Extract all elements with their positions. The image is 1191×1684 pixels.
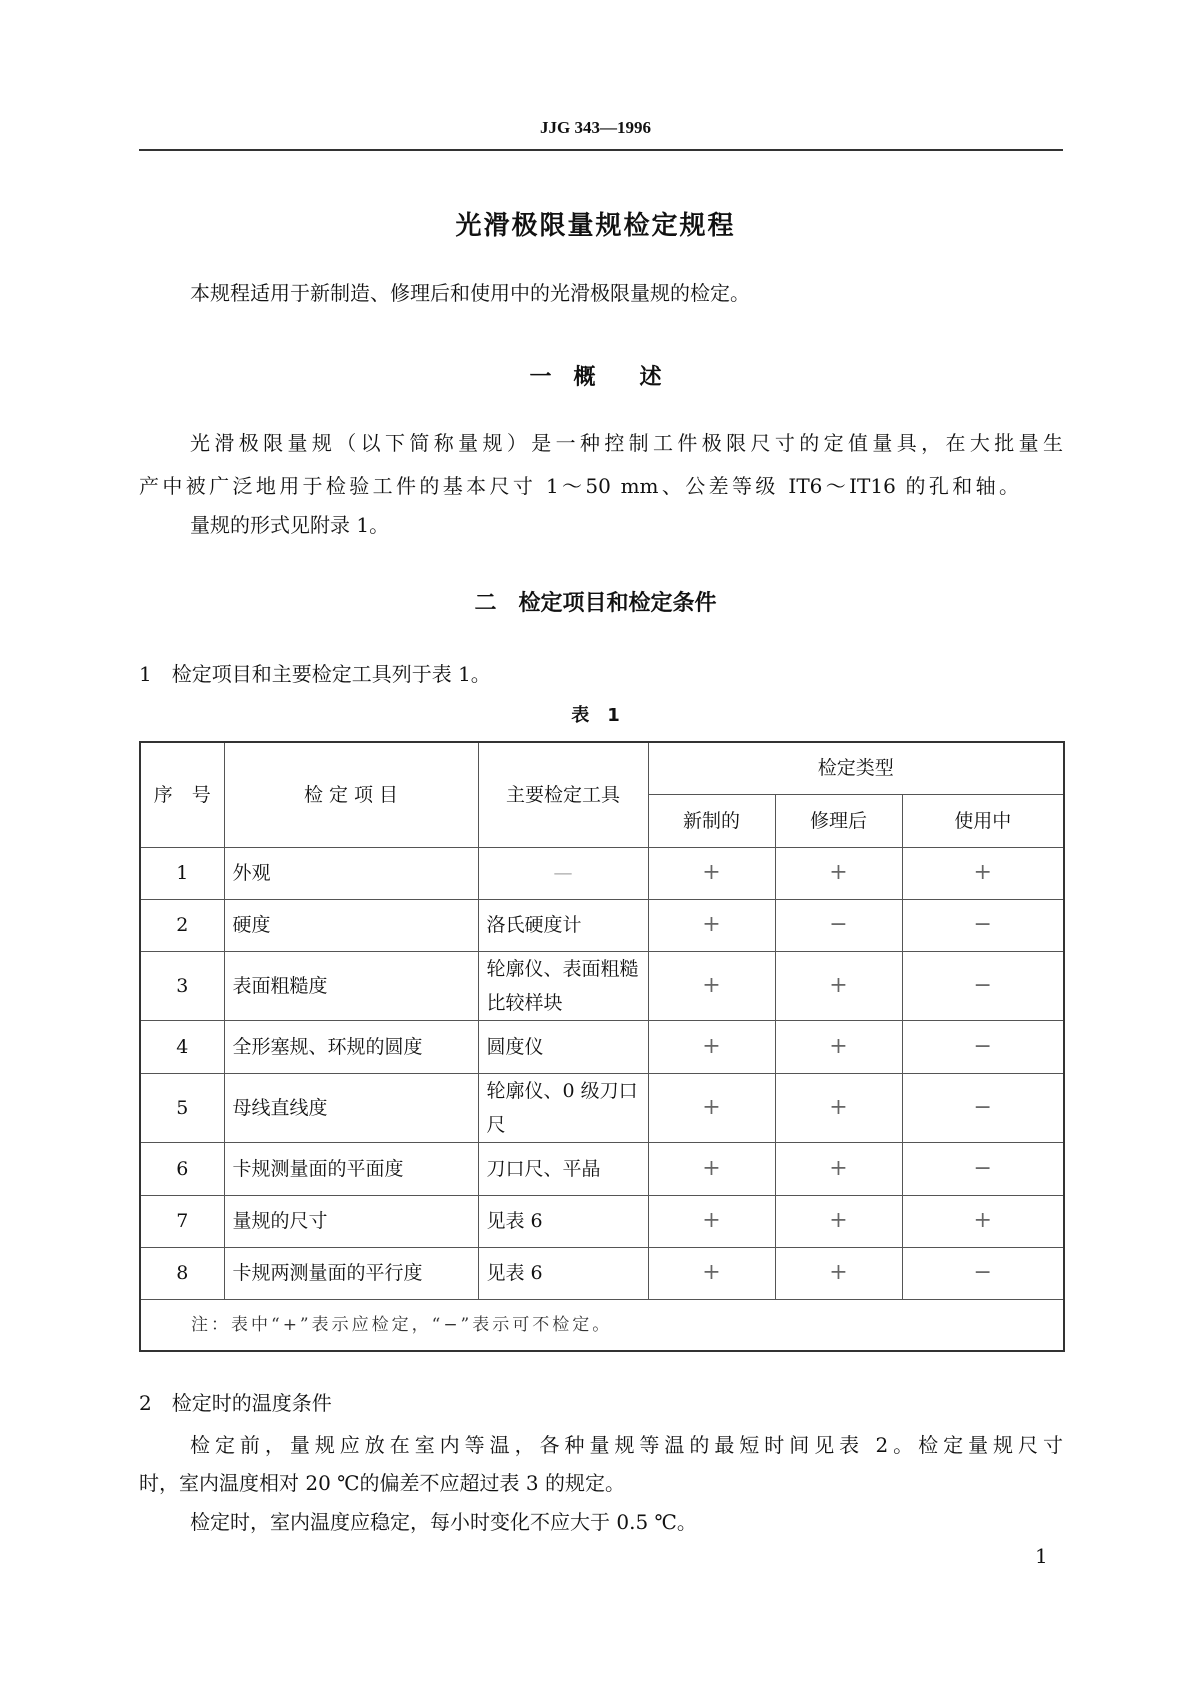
table-row <box>140 951 1064 1020</box>
section-2-heading: 二 检定项目和检定条件 <box>474 591 717 616</box>
row-no: 8 <box>140 1247 224 1299</box>
section-1-heading: 一 概 述 <box>529 365 662 390</box>
header-type: 检定类型 <box>648 742 1064 794</box>
row-item: 卡规测量面的平面度 <box>224 1142 478 1195</box>
clause-1: 1 检定项目和主要检定工具列于表 1。 <box>139 662 491 686</box>
row-no: 6 <box>140 1142 224 1195</box>
table-row <box>140 1020 1064 1073</box>
row-repaired: + <box>775 1020 902 1073</box>
header-in-use: 使用中 <box>902 794 1064 847</box>
row-tool: 轮廓仪、表面粗糙比较样块 <box>478 951 648 1020</box>
section-1-paragraph-line-2: 产中被广泛地用于检验工件的基本尺寸 1～50 mm、公差等级 IT6～IT16 的孔和轴。 <box>139 474 1019 498</box>
header-rule <box>139 149 1063 151</box>
header-new: 新制的 <box>648 794 775 847</box>
row-in-use: + <box>902 1195 1064 1247</box>
intro-paragraph: 本规程适用于新制造、修理后和使用中的光滑极限量规的检定。 <box>190 281 750 305</box>
table-row <box>140 899 1064 951</box>
section-2-paragraph-line-2: 时，室内温度相对 20 ℃的偏差不应超过表 3 的规定。 <box>139 1471 625 1495</box>
row-item: 外观 <box>224 847 478 899</box>
header-tool: 主要检定工具 <box>478 742 648 847</box>
running-header: JJG 343—1996 <box>540 118 651 137</box>
table-row <box>140 1195 1064 1247</box>
row-new: + <box>648 1142 775 1195</box>
row-no: 2 <box>140 899 224 951</box>
row-new: + <box>648 951 775 1020</box>
row-tool: 圆度仪 <box>478 1020 648 1073</box>
section-1-paragraph-line-1: 光滑极限量规（以下简称量规）是一种控制工件极限尺寸的定值量具，在大批量生 <box>190 431 1063 455</box>
row-no: 4 <box>140 1020 224 1073</box>
row-no: 7 <box>140 1195 224 1247</box>
row-item: 表面粗糙度 <box>224 951 478 1020</box>
row-in-use: − <box>902 951 1064 1020</box>
row-repaired: + <box>775 951 902 1020</box>
row-in-use: + <box>902 847 1064 899</box>
row-tool: — <box>478 847 648 899</box>
row-in-use: − <box>902 1073 1064 1142</box>
row-item: 量规的尺寸 <box>224 1195 478 1247</box>
row-repaired: + <box>775 1247 902 1299</box>
row-new: + <box>648 1073 775 1142</box>
table-caption: 表 1 <box>571 705 620 726</box>
row-tool: 洛氏硬度计 <box>478 899 648 951</box>
row-new: + <box>648 847 775 899</box>
row-new: + <box>648 899 775 951</box>
row-repaired: + <box>775 847 902 899</box>
row-in-use: − <box>902 1247 1064 1299</box>
row-item: 母线直线度 <box>224 1073 478 1142</box>
row-in-use: − <box>902 1142 1064 1195</box>
document-title: 光滑极限量规检定规程 <box>455 211 736 241</box>
section-2-paragraph-line-1: 检定前，量规应放在室内等温，各种量规等温的最短时间见表 2。检定量规尺寸 <box>190 1433 1063 1457</box>
table-note: 注：表中“+”表示应检定，“−”表示可不检定。 <box>140 1299 1064 1351</box>
row-new: + <box>648 1195 775 1247</box>
header-no: 序 号 <box>140 742 224 847</box>
row-repaired: + <box>775 1195 902 1247</box>
row-tool: 刀口尺、平晶 <box>478 1142 648 1195</box>
header-repaired: 修理后 <box>775 794 902 847</box>
inspection-items-table <box>139 741 1065 1352</box>
table-row <box>140 1247 1064 1299</box>
row-item: 卡规两测量面的平行度 <box>224 1247 478 1299</box>
row-repaired: − <box>775 899 902 951</box>
row-no: 1 <box>140 847 224 899</box>
row-in-use: − <box>902 899 1064 951</box>
row-tool: 见表 6 <box>478 1247 648 1299</box>
clause-2: 2 检定时的温度条件 <box>139 1391 332 1415</box>
row-item: 硬度 <box>224 899 478 951</box>
section-2-paragraph-2: 检定时，室内温度应稳定，每小时变化不应大于 0.5 ℃。 <box>190 1510 697 1534</box>
row-no: 3 <box>140 951 224 1020</box>
row-tool: 见表 6 <box>478 1195 648 1247</box>
row-repaired: + <box>775 1073 902 1142</box>
row-tool: 轮廓仪、0 级刀口尺 <box>478 1073 648 1142</box>
header-item: 检 定 项 目 <box>224 742 478 847</box>
table-row <box>140 1142 1064 1195</box>
section-1-paragraph-2: 量规的形式见附录 1。 <box>190 513 390 537</box>
page-number: 1 <box>1035 1544 1048 1568</box>
table-row <box>140 1073 1064 1142</box>
row-new: + <box>648 1020 775 1073</box>
row-new: + <box>648 1247 775 1299</box>
row-in-use: − <box>902 1020 1064 1073</box>
table-row <box>140 847 1064 899</box>
row-item: 全形塞规、环规的圆度 <box>224 1020 478 1073</box>
row-no: 5 <box>140 1073 224 1142</box>
row-repaired: + <box>775 1142 902 1195</box>
